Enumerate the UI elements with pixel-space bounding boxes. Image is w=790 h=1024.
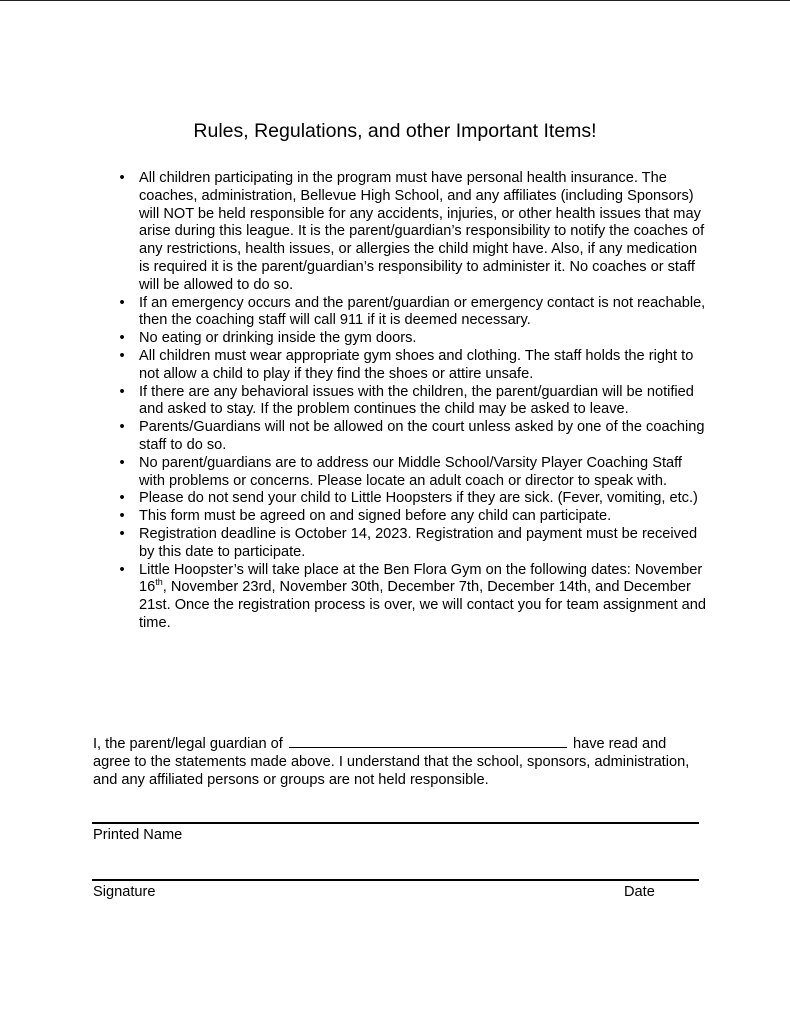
rule-item — [119, 490, 709, 508]
rule-text-after: , November 23rd, November 30th, December 7th, December 14th, and December 21st. Once the registration process is over, we will contact you for team assignment and time. — [139, 579, 706, 631]
bullet-icon: • — [119, 330, 125, 347]
rule-text-before: Little Hoopster’s will take place at the Ben Flora Gym on the following dates: November 16 — [139, 561, 703, 596]
bullet-icon: • — [119, 454, 125, 471]
rule-text: All children must wear appropriate gym shoes and clothing. The staff holds the right to not allow a child to play if they find the shoes or attire unsafe. — [139, 347, 694, 382]
rule-item-dates — [119, 561, 709, 633]
signature-label: Signature — [93, 884, 156, 900]
bullet-icon: • — [119, 294, 125, 311]
rule-item — [119, 347, 709, 384]
rule-text: Please do not send your child to Little Hoopsters if they are sick. (Fever, vomiting, etc.) — [139, 490, 698, 507]
ordinal-superscript: th — [155, 577, 163, 588]
printed-name-line[interactable] — [92, 822, 699, 824]
rule-text: Registration deadline is October 14, 2023. Registration and payment must be received by this date to participate. — [139, 525, 698, 560]
rule-item — [119, 419, 709, 455]
bullet-icon: • — [119, 383, 125, 400]
printed-name-label: Printed Name — [93, 827, 183, 843]
rule-item — [119, 330, 709, 348]
bullet-icon: • — [119, 525, 125, 542]
bullet-icon: • — [119, 347, 125, 364]
rule-item — [119, 383, 709, 420]
rule-text: All children participating in the program must have personal health insurance. The coaches, administration, Bellevue High School, and any affiliates (including Sponsors) will NOT be held responsible for any accidents, injuries, or other health issues that may arise during this league. It is the parent/guardian’s responsibility to notify the coaches of any restrictions, health issues, or allergies the child might have. Also, if any medication is required it is the parent/guardian’s responsibility to administer it. No coaches or staff will be allowed to do so. — [139, 170, 705, 293]
page-title: Rules, Regulations, and other Important Items! — [193, 120, 597, 142]
bullet-icon: • — [119, 508, 125, 525]
rule-item — [119, 454, 709, 491]
agreement-suffix: have read and agree to the statements made above. I understand that the school, sponsors, administration, and any affiliated persons or groups are not held responsible. — [93, 736, 690, 788]
page-top-border — [0, 0, 790, 1]
rule-item — [119, 170, 709, 295]
agreement-statement — [93, 733, 693, 789]
rule-text: Parents/Guardians will not be allowed on the court unless asked by one of the coaching staff to do so. — [139, 419, 705, 453]
date-label: Date — [624, 884, 655, 900]
signature-line[interactable] — [92, 879, 699, 881]
agreement-prefix: I, the parent/legal guardian of — [93, 736, 283, 752]
rule-item — [119, 294, 709, 331]
rule-item — [119, 525, 709, 562]
rules-list — [119, 170, 709, 633]
bullet-icon: • — [119, 561, 125, 578]
rule-text: No parent/guardians are to address our Middle School/Varsity Player Coaching Staff with problems or concerns. Please locate an adult coach or director to speak with. — [139, 454, 682, 489]
rule-text: If an emergency occurs and the parent/guardian or emergency contact is not reachable, then the coaching staff will call 911 if it is deemed necessary. — [139, 294, 706, 329]
rule-item — [119, 508, 709, 526]
child-name-blank[interactable] — [289, 733, 567, 748]
rule-text: If there are any behavioral issues with the children, the parent/guardian will be notified and asked to stay. If the problem continues the child may be asked to leave. — [139, 383, 694, 418]
bullet-icon: • — [119, 490, 125, 507]
bullet-icon: • — [119, 170, 125, 186]
rule-text: No eating or drinking inside the gym doors. — [139, 330, 417, 347]
rule-text: This form must be agreed on and signed before any child can participate. — [139, 508, 612, 525]
bullet-icon: • — [119, 419, 125, 436]
